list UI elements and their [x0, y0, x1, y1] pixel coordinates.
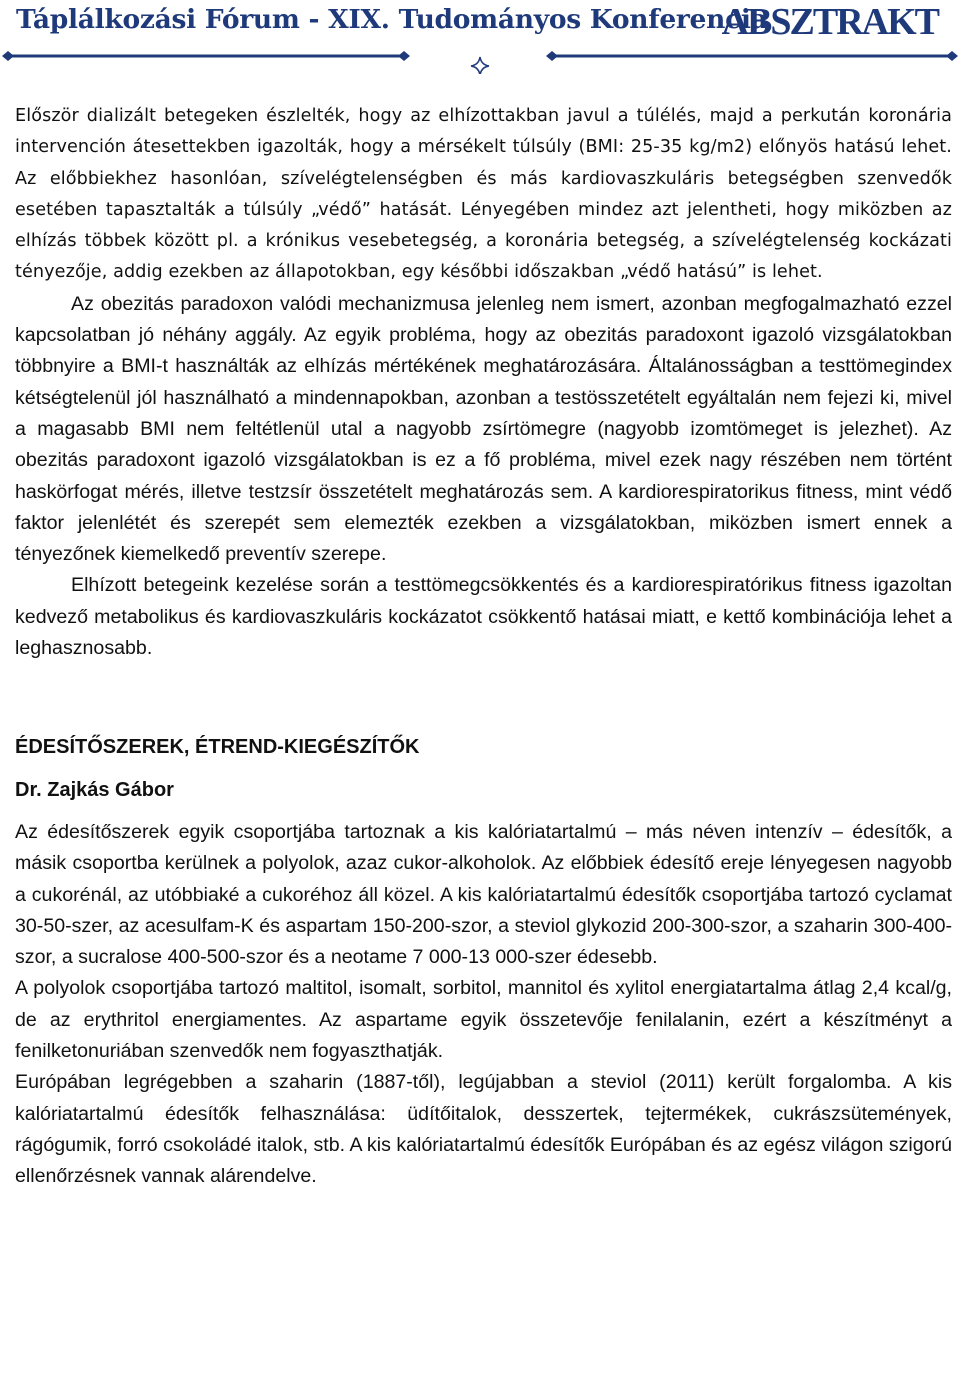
abstract-label: ABSZTRAKT	[721, 1, 938, 43]
paragraph: Az édesítőszerek egyik csoportjába tartoznak a kis kalóriatartalmú – más néven intenzív – édesítők, a másik csoportba kerülnek a polyolok, azaz cukor-alkoholok. Az előbbiek édesítő ereje lényegesen nagyobb a cukorénál, az utóbbiaké a cukoréhoz áll közel. A kis kalóriatartalmú édesítők csoportjába tartozó cyclamat 30-50-szer, az acesulfam-K és aspartam 150-200-szor, a steviol glykozid 200-300-szor, a szaharin 300-400-szor, a sucralose 400-500-szor és a neotame 7 000-13 000-szer édesebb.	[15, 820, 952, 969]
author-name: Dr. Zajkás Gábor	[15, 778, 174, 801]
page-header	[0, 0, 960, 90]
paragraph: Elhízott betegeink kezelése során a testtömegcsökkentés és a kardiorespiratórikus fitness igazoltan kedvező metabolikus és kardiovaszkuláris kockázatot csökkentő hatásai miatt, e kettő kombinációja lehet a leghasznosabb.	[15, 574, 952, 660]
paragraph: Először dializált betegeken észlelték, hogy az elhízottakban javul a túlélés, majd a perkután koronária intervención átesettekben igazolták, hogy a mérsékelt túlsúly (BMI: 25-35 kg/m2) előnyös hatású lehet. Az előbbiekhez hasonlóan, szívelégtelenségben és más kardiovaszkuláris betegségben szenvedők esetében tapasztalták a túlsúly „védő” hatását. Lényegében mindez azt jelentheti, hogy miközben az elhízás többek között pl. a krónikus vesebetegség, a koronária betegség, a szívelégtelenség kockázati tényezője, addig ezekben az állapotokban, egy későbbi időszakban „védő hatású” is lehet.	[15, 106, 952, 283]
conference-title: Táplálkozási Fórum - XIX. Tudományos Konferencia	[16, 4, 768, 35]
paragraph: Az obezitás paradoxon valódi mechanizmusa jelenleg nem ismert, azonban megfogalmazható ezzel kapcsolatban jó néhány aggály. Az egyik probléma, hogy az obezitás paradoxont igazoló vizsgálatokban többnyire a BMI-t használták az elhízás mértékének meghatározására. Általánosságban a testtömegindex kétségtelenül jól használható a mindennapokban, azonban a testösszetételt egyáltalán nem fejezi ki, mivel a magasabb BMI nem feltétlenül utal a nagyobb zsírtömegre (nagyobb izomtömeget is jelezhet). Az obezitás paradoxont igazoló vizsgálatokban is ez a fő probléma, mivel ezek nagy részében nem történt haskörfogat mérés, illetve testzsír összetételt meghatározás sem. A kardiorespiratorikus fitness, mint védő faktor jelenlétét és szerepét sem elemezték ezekben a vizsgálatokban, miközben ismert ennek a tényezőnek kiemelkedő preventív szerepe.	[15, 292, 952, 566]
star-ornament-icon	[471, 57, 489, 74]
paragraph: Európában legrégebben a szaharin (1887-től), legújabban a steviol (2011) került forgalomba. A kis kalóriatartalmú édesítők felhasználása: üdítőitalok, desszertek, tejtermékek, cukrászsütemények, rágógumik, forró csokoládé italok, stb. A kis kalóriatartalmú édesítők Európában és az egész világon szigorú ellenőrzésnek vannak alárendelve.	[15, 1071, 952, 1188]
section-heading: ÉDESÍTŐSZEREK, ÉTREND-KIEGÉSZÍTŐK	[15, 736, 420, 759]
article-body	[15, 101, 952, 1193]
decorative-divider	[0, 44, 960, 74]
paragraph: A polyolok csoportjába tartozó maltitol, isomalt, sorbitol, mannitol és xylitol energiatartalma átlag 2,4 kcal/g, de az erythritol energiamentes. Az aspartame egyik összetevője fenilalanin, ezért a készítményt a fenilketonuriában szenvedők nem fogyaszthatják.	[15, 977, 952, 1063]
